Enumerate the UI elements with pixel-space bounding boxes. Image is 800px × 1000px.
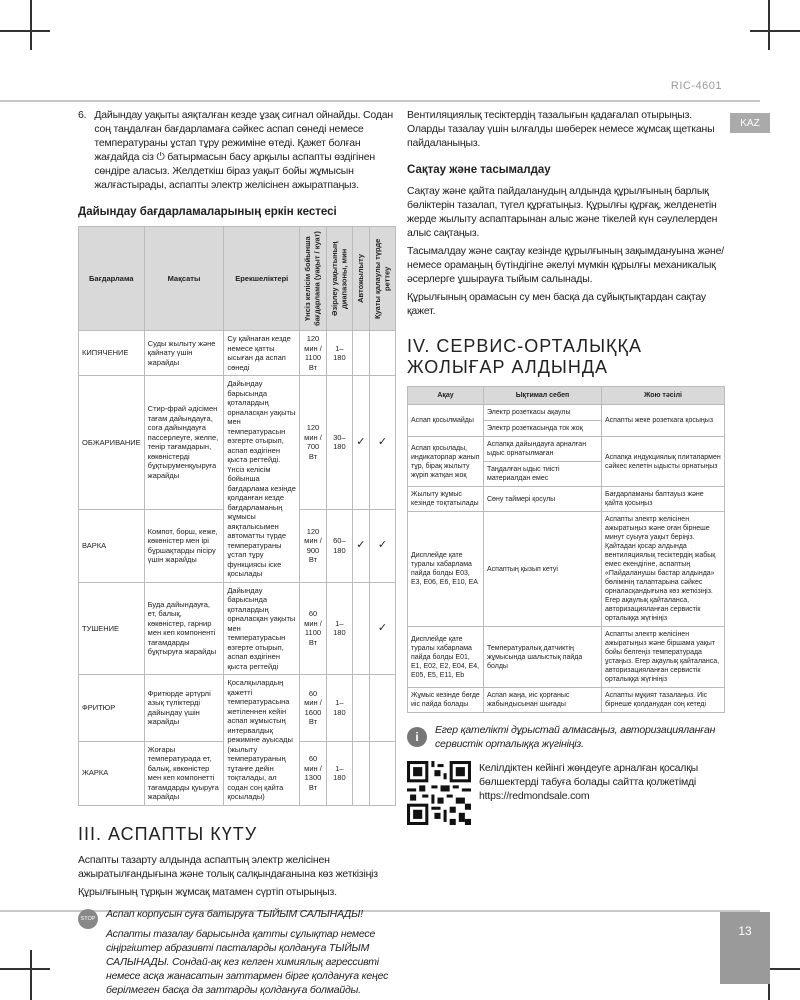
vent-paragraph: Вентиляциялық тесіктердің тазалығын қадағалап отырыңыз. Оларды тазалау үшін ылғалды шөберек немесе жұмсақ щетканы пайдаланыңыз. — [407, 109, 715, 149]
crop-mark — [768, 0, 770, 50]
programs-table — [78, 226, 396, 806]
table-row: Электр розеткасында ток жоқ — [408, 421, 725, 437]
info-icon: i — [407, 727, 427, 747]
storage-paragraph: Құрылғының орамасын су мен басқа да сұйықтықтардан сақтау қажет. — [407, 291, 706, 317]
col-program: Бағдарлама — [79, 227, 145, 331]
section-3-title: III. АСПАПТЫ КҮТУ — [78, 823, 258, 844]
left-column — [78, 108, 396, 997]
col-range: Әзірлеу уақытының диапазоны, мин — [326, 227, 352, 331]
table-row: Аспап қосылады, индикаторлар жанып тұр, бірақ жылыту жүріп жатқан жоқ Аспапқа дайындауға арналған ыдыс орнатылмаған Аспапқа индукциялық плитапармен сәйкес келетін ыдысты орнатыңыз — [408, 437, 725, 462]
col-cause: Ықтимал себеп — [484, 387, 602, 405]
col-fix: Жою тәсілі — [602, 387, 725, 405]
table-row: Жұмыс кезінде бөгде иіс пайда болады Аспап жаңа, иіс қорғаныс жабындысынан шығады Аспапты мұқият тазалаңыз. Иіс бірнеше қолданудан соң кетеді — [408, 688, 725, 713]
table-row: Таңдалған ыдыс тиісті материалдан емес — [408, 462, 725, 487]
storage-title: Сақтау және тасымалдау — [407, 164, 551, 176]
qr-text: Келілдіктен кейінгі жөндеуге арналған қосалқы бөлшектерді табуға болады сайтта қолжетімді https://redmondsale.com — [479, 762, 698, 802]
qr-code-icon — [407, 761, 471, 825]
page-number: 13 — [720, 912, 770, 984]
qr-block — [407, 761, 725, 825]
col-default: Үнсіз келісім бойынша бағдарлама (уақыт / куат) — [300, 227, 327, 331]
step-text: Дайындау уақыты аяқталған кезде ұзақ сигнал ойнайды. Содан соң таңдалған бағдарламаға сәйкес аспап сөнеді немесе температураны ұстап тұру режиміне өтеді. Қажет болған жағдайда сіз ⏻ батырмасын басу арқылы аспапты өздігінен сөндіре аласыз. Желдеткіш біраз уақыт бойы жұмысын жалғастырады, аспапты электр желісінен ажыратпаңыз. — [94, 109, 393, 191]
table-row: ФРИТЮР Фритюрде әртүрлі азық түліктерді дайындау үшін жарайды Қосалқылардың қажетті температурасына жетіленнен кейін аспап жұмыстың интервалдық режиміне ауысады (жылыту температураның тұтанғе дейін тоқталады, ал содан соң қайта қосылады) 60 мин / 1600 Вт 1–180 — [79, 675, 396, 742]
header-rule — [0, 100, 760, 102]
crop-mark — [0, 30, 50, 32]
stop-warning-line: Аспап корпусын суға батыруға ТЫЙЫМ САЛЫНАДЫ! — [106, 907, 363, 920]
storage-paragraph: Сақтау және қайта пайдаланудың алдында құрылғының барлық бөліктерін тазалап, түгел құрғатыңыз. Құрылғы құрғақ, желденетін жерде жылыту аспаптарынан алыс және тікелей күн сәулелерден алыс сақтаңыз. — [407, 185, 718, 239]
step-number: 6. — [78, 109, 87, 121]
table-row: ТУШЕНИЕ Буда дайындауға, ет, балық, көкөністер, гарнир мен кеп компоненті тағамдарды бұқтыруға жарайды Дайындау барысында қоталардың орналасқан уақыты мен температурасын өзгерте отырып, аспап өздігінен қыста регтейді 60 мин / 1100 Вт 1–180 ✓ — [79, 582, 396, 675]
col-features: Ерекшеліктері — [224, 227, 300, 331]
stop-warning — [78, 907, 396, 997]
table-row: Жылыту жұмыс кезінде тоқтатылады Сөну таймері қосулы Бағдарламаны баптауыз және қайта қосыңыз — [408, 487, 725, 512]
section-3-paragraph: Құрылғының тұрқын жұмсақ матамен сүртіп отырыңыз. — [78, 885, 337, 898]
table-row: Дисплейде қате туралы хабарлама пайда болды E01, E1, E02, E2, E04, E4, E05, E5, E11, Eb Температуралық датчиктің жұмысында шалыстық пайда болды Аспапты электр желісінен ажыратыңыз және біршама уақыт бойы белгеңіз температурада ұстаңыз. Егер ақаулық қайталанса, авторизацияланған сервистік орталыққа жүгініңіз — [408, 627, 725, 688]
step-6 — [78, 108, 396, 192]
troubleshooting-table — [407, 386, 725, 713]
table-row: ОБЖАРИВАНИЕ Стир-фрай әдісімен тағам дайындауға, сога дайындауға пассерлеуге, желпе, тенір тағамдарын, көкөністерді бұқтыруменқуыруға жарайды Дайындау барысында қоталардың орналасқан уақыты мен температурасын өзгерте отырып, аспап өздігінен қыста регтейді. Үнсіз келісім бойынша бағдарлама кезінде қолданған кезде бағдарламаның жұмысы аяқталысымен автоматты түрде температураны ұстап тұру функциясы іске қосылады 120 мин / 700 Вт 30–180 ✓ ✓ — [79, 376, 396, 510]
stop-icon: STOP — [78, 909, 98, 929]
crop-mark — [0, 968, 50, 970]
info-text: Егер қателікті дұрыстай алмасаңыз, авторизацияланған сервистік орталыққа жүгініңіз. — [435, 724, 716, 750]
col-purpose: Мақсаты — [144, 227, 224, 331]
table-row: Аспап қосылмайды Электр розеткасы ақаулы Аспапты жеке розеткага қосыңыз — [408, 405, 725, 421]
crop-mark — [30, 0, 32, 50]
table-row: ЖАРКА Жоғары температурада ет, балық, көкөністер мен кеп компонетті тағамдарды қуыруға жарайды 60 мин / 1300 Вт 1–180 — [79, 741, 396, 805]
table-row: Дисплейде қате туралы хабарлама пайда болды E03, E3, E06, E6, E10, EA Аспаптың қызып кетуі Аспапты электр желісінен ажыратыңыз және оған бірнеше минут суыуға уақыт беріңіз. Қайтадан қосар алдында вентиляциялық тесіктердің жабық емес екендігіне, аспаптың «Пайдаланушы бастар алдында» бөлімінің талаптарына сәйкес орналасқандығына көз жеткізіңіз. Егер ақаулық қайталанса, авторизацияланған сервистік орталыққа жүгініңіз — [408, 512, 725, 627]
model-number: RIC-4601 — [670, 80, 722, 92]
programs-table-title: Дайындау бағдарламаларының еркін кестесі — [78, 206, 337, 218]
col-autoheat: Автожылыту — [352, 227, 369, 331]
crop-mark — [30, 950, 32, 1000]
language-tab: KAZ — [730, 113, 770, 133]
table-row: КИПЯЧЕНИЕ Суды жылыту және қайнату үшін жарайды Су қайнаған кезде немесе қатты ысыған да аспап сөнеді 120 мин / 1100 Вт 1–180 — [79, 331, 396, 376]
col-power: Қуаты қалаулы түрде реттеу — [369, 227, 395, 331]
section-4-title: IV. СЕРВИС-ОРТАЛЫҚҚА ЖОЛЫҒАР АЛДЫНДА — [407, 336, 643, 377]
info-note — [407, 723, 725, 751]
table-row: ВАРКА Компот, борш, кеже, көкөністер мен ірі бұршақтарды пісіру үшін жарайды 120 мин / 900 Вт 60–180 ✓ ✓ — [79, 509, 396, 582]
col-fault: Ақау — [408, 387, 484, 405]
right-column — [407, 108, 725, 825]
stop-warning-line: Аспапты тазалау барысында қатты сұлықтар немесе сіңіргіштер абразивті пасталарды қолдануға ТЫЙЫМ САЛЫНАДЫ. Сондай-ақ кез келген химиялық агрессивті немесе асқа жанасатын заттармен бірге қолдануға кеңес берілмеген басқа да заттарды қолдануға болмайды. — [106, 927, 389, 996]
section-3-paragraph: Аспапты тазарту алдында аспаптың электр желісінен ажыратылғандығына және толық салқындағанына көз жеткізіңіз — [78, 853, 378, 880]
storage-paragraph: Тасымалдау және сақтау кезінде құрылғының зақымдануына және/немесе орамаңың бүтіндігіне әкелуі мүмкін құрылғы механикалық әсерлерге ұшырауға тыйым салынады. — [407, 245, 724, 285]
crop-mark — [750, 30, 800, 32]
